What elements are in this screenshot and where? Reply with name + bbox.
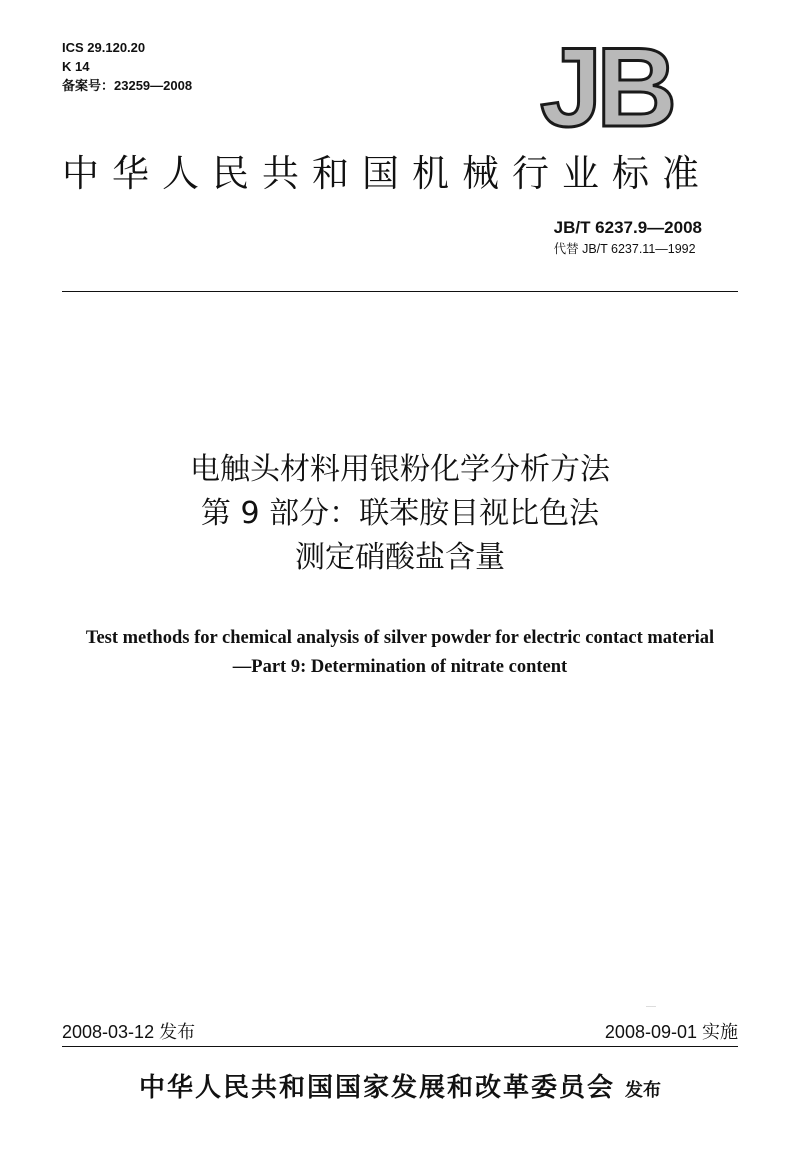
chinese-title-line-1: 电触头材料用银粉化学分析方法	[190, 452, 610, 487]
standard-code-block	[554, 216, 702, 258]
replaces-standard: 代替 JB/T 6237.11—1992	[553, 242, 696, 256]
english-title-line-2: —Part 9: Determination of nitrate content	[232, 657, 568, 677]
ccs-code: K 14	[62, 59, 90, 74]
classification-block	[62, 38, 192, 95]
publisher-action: 发布	[625, 1080, 661, 1101]
english-title	[0, 624, 800, 682]
standard-number: JB/T 6237.9—2008	[553, 218, 702, 237]
header-divider	[62, 291, 738, 292]
footer-divider	[62, 1046, 738, 1047]
jb-logo	[540, 25, 710, 150]
chinese-title	[0, 448, 800, 580]
ics-code: ICS 29.120.20	[62, 40, 146, 55]
chinese-title-line-3: 测定硝酸盐含量	[295, 540, 505, 575]
issue-date: 2008-03-12 发布	[62, 1022, 196, 1042]
jb-logo-text: JB	[540, 25, 672, 150]
implementation-date: 2008-09-01 实施	[604, 1022, 738, 1042]
chinese-title-line-2: 第 9 部分：联苯胺目视比色法	[200, 496, 600, 531]
publisher-organization: 中华人民共和国国家发展和改革委员会	[138, 1073, 615, 1103]
filing-number: 备案号：23259—2008	[62, 78, 193, 93]
publisher-line	[0, 1068, 800, 1108]
english-title-line-1: Test methods for chemical analysis of silver powder for electric contact material	[85, 628, 715, 648]
scan-speck: ·····	[646, 1004, 656, 1010]
standard-category-heading: 中华人民共和国机械行业标准	[62, 152, 712, 195]
